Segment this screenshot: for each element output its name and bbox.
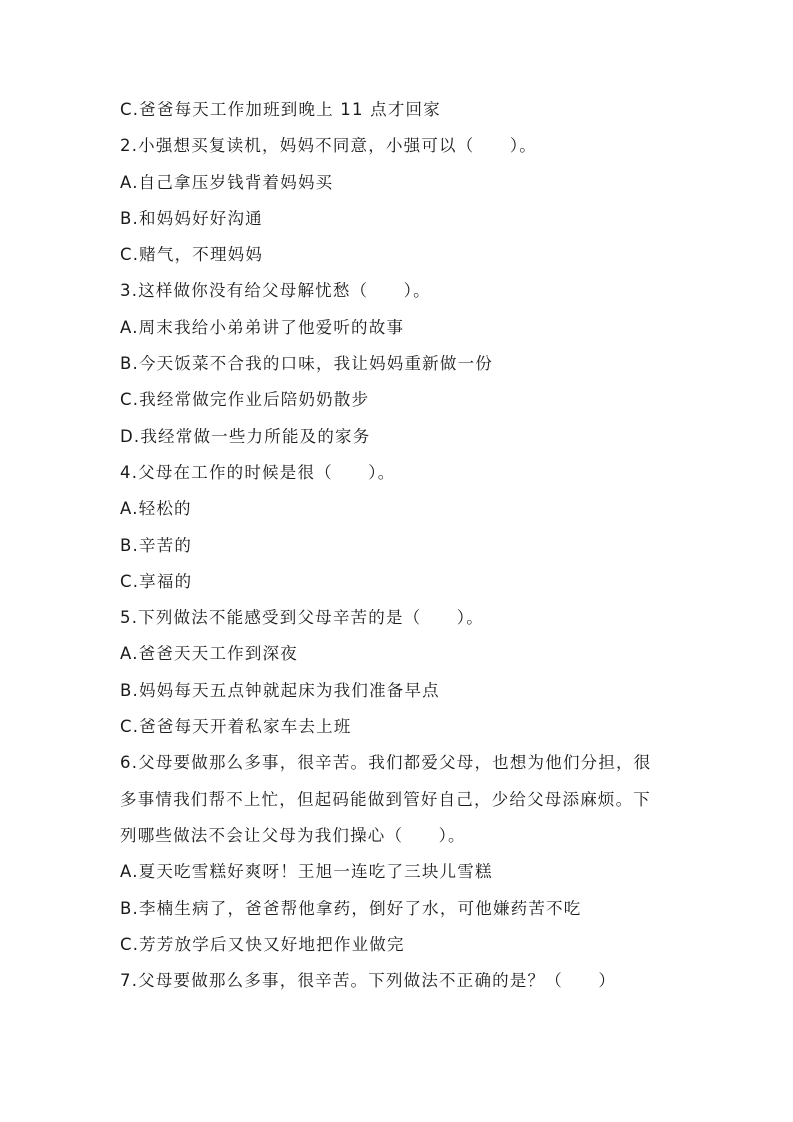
- q4-stem: 4.父母在工作的时候是很（ ）。: [120, 462, 396, 482]
- q6-stem-line-3: 列哪些做法不会让父母为我们操心（ ）。: [120, 825, 466, 845]
- q2-option-b: B.和妈妈好好沟通: [120, 208, 263, 228]
- q3-option-d: D.我经常做一些力所能及的家务: [120, 426, 371, 446]
- q5-option-c: C.爸爸每天开着私家车去上班: [120, 717, 352, 737]
- q6-option-b: B.李楠生病了，爸爸帮他拿药，倒好了水，可他嫌药苦不吃: [120, 898, 582, 918]
- q1-option-c: C.爸爸每天工作加班到晚上 11 点才回家: [120, 100, 441, 119]
- q2-option-c: C.赌气，不理妈妈: [120, 245, 264, 265]
- q5-option-a: A.爸爸天天工作到深夜: [120, 644, 298, 664]
- q3-option-a: A.周末我给小弟弟讲了他爱听的故事: [120, 317, 405, 337]
- q4-option-b: B.辛苦的: [120, 535, 193, 555]
- q2-option-a: A.自己拿压岁钱背着妈妈买: [120, 172, 334, 192]
- q6-option-c: C.芳芳放学后又快又好地把作业做完: [120, 934, 405, 954]
- q6-stem-line-1: 6.父母要做那么多事，很辛苦。我们都爱父母，也想为他们分担，很: [120, 753, 652, 773]
- q2-stem: 2.小强想买复读机，妈妈不同意，小强可以（ ）。: [120, 136, 537, 156]
- q5-option-b: B.妈妈每天五点钟就起床为我们准备早点: [120, 680, 440, 700]
- q5-stem: 5.下列做法不能感受到父母辛苦的是（ ）。: [120, 608, 484, 628]
- q3-option-c: C.我经常做完作业后陪奶奶散步: [120, 390, 370, 410]
- question-list: [120, 92, 680, 999]
- q4-option-c: C.享福的: [120, 571, 193, 591]
- q3-stem: 3.这样做你没有给父母解忧愁（ ）。: [120, 281, 431, 301]
- q6-option-a: A.夏天吃雪糕好爽呀！王旭一连吃了三块儿雪糕: [120, 862, 493, 882]
- q4-option-a: A.轻松的: [120, 499, 192, 519]
- q6-stem-line-2: 多事情我们帮不上忙，但起码能做到管好自己，少给父母添麻烦。下: [120, 789, 651, 809]
- q3-option-b: B.今天饭菜不合我的口味，我让妈妈重新做一份: [120, 354, 493, 374]
- q7-stem: 7.父母要做那么多事，很辛苦。下列做法不正确的是？（ ）: [120, 971, 617, 991]
